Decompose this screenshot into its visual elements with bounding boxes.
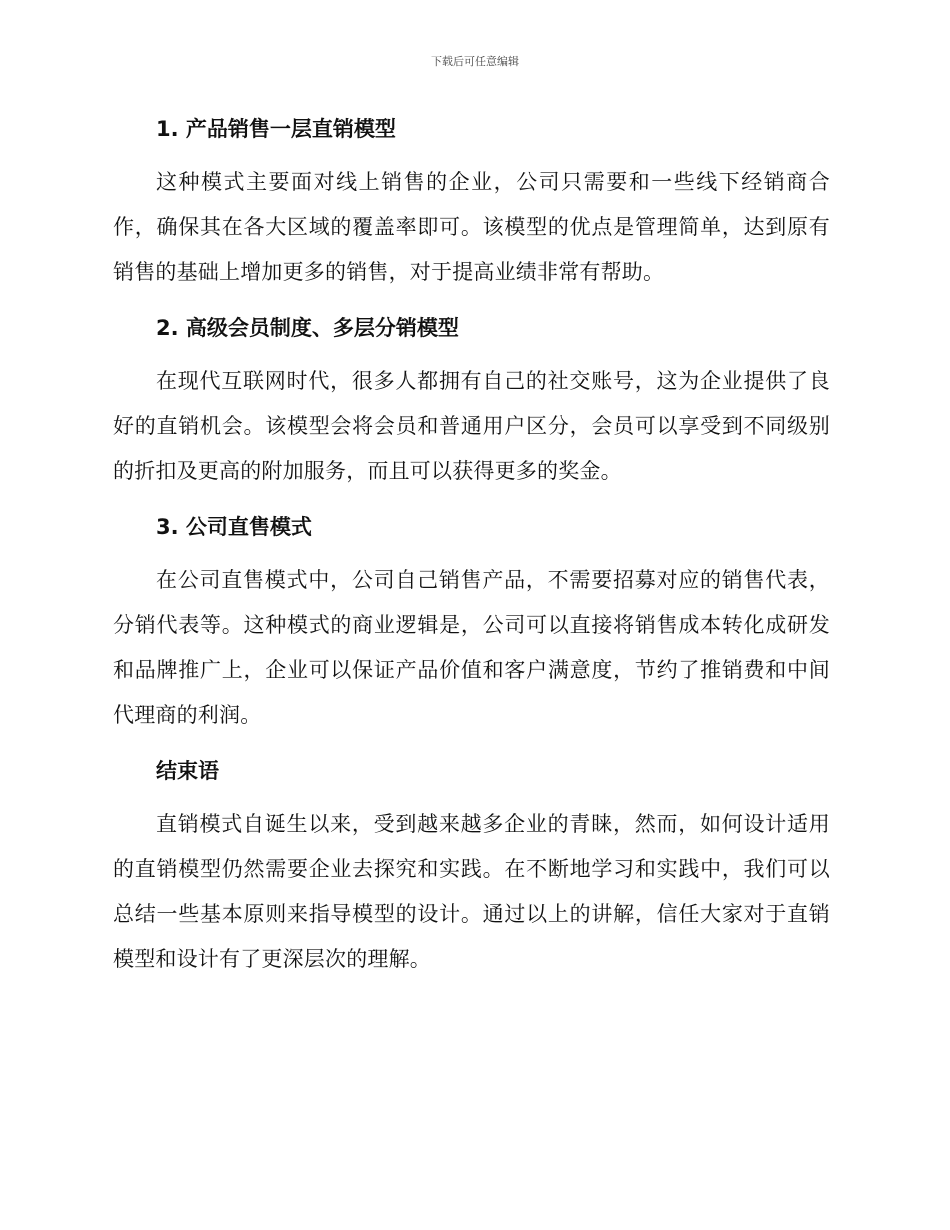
section-heading: 3. 公司直售模式 <box>156 515 312 539</box>
section-3 <box>113 508 830 752</box>
section-paragraph: 这种模式主要面对线上销售的企业，公司只需要和一些线下经销商合作，确保其在各大区域的覆盖率即可。该模型的优点是管理简单，达到原有销售的基础上增加更多的销售，对于提高业绩非常有帮助。 <box>113 170 830 284</box>
section-heading: 结束语 <box>156 759 219 783</box>
section-paragraph: 直销模式自诞生以来，受到越来越多企业的青睐，然而，如何设计适用的直销模型仍然需要企业去探究和实践。在不断地学习和实践中，我们可以总结一些基本原则来指导模型的设计。通过以上的讲解，信任大家对于直销模型和设计有了更深层次的理解。 <box>113 812 830 971</box>
section-1 <box>113 110 830 309</box>
section-paragraph: 在现代互联网时代，很多人都拥有自己的社交账号，这为企业提供了良好的直销机会。该模型会将会员和普通用户区分，会员可以享受到不同级别的折扣及更高的附加服务，而且可以获得更多的奖金。 <box>113 369 830 483</box>
section-2 <box>113 309 830 508</box>
section-heading: 1. 产品销售一层直销模型 <box>156 117 396 141</box>
section-heading: 2. 高级会员制度、多层分销模型 <box>156 316 459 340</box>
section-paragraph: 在公司直售模式中，公司自己销售产品，不需要招募对应的销售代表，分销代表等。这种模式的商业逻辑是，公司可以直接将销售成本转化成研发和品牌推广上，企业可以保证产品价值和客户满意度，节约了推销费和中间代理商的利润。 <box>113 568 830 727</box>
section-conclusion <box>113 752 830 982</box>
page-header-note: 下载后可任意编辑 <box>431 55 519 68</box>
document-body <box>113 110 830 982</box>
